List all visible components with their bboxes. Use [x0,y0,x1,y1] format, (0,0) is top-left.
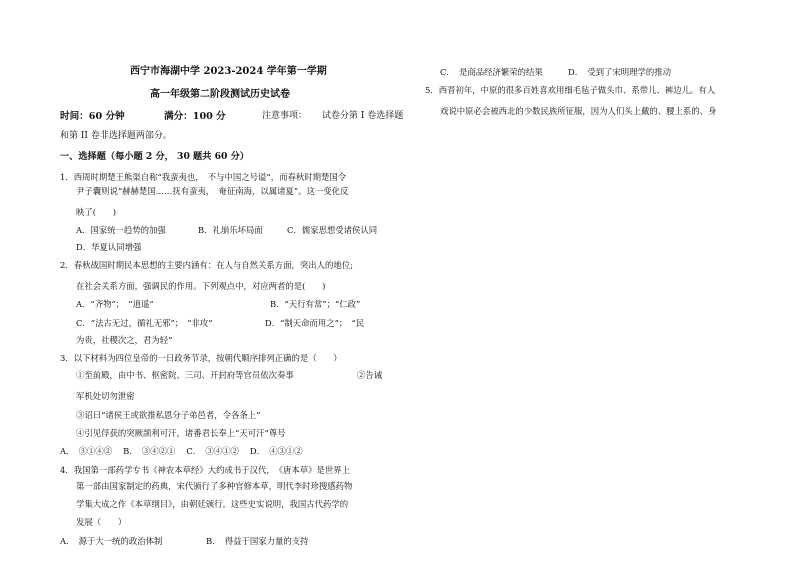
q1-line2: 尹子囊则说“赫赫楚国……抚有蛮夷， 奄征南海，以属诸夏”。这一变化反 [76,186,349,196]
exam-time: 时间：60 分钟 [60,111,125,122]
notes-label: 注意事项： [262,111,308,121]
q2-option-d: D．“制天命而用之”； “民 [265,318,365,328]
q4-option-b: B． 得益于国家力量的支持 [206,536,309,546]
q1-line1: 1．西周时期楚王熊渠自称“我蛮夷也， 不与中国之号谥”，而春秋时期楚国令 [60,172,347,182]
q3-item3: ③诏曰“诸侯王或欲推私恩分子弟邑者，令各条上” [76,410,261,420]
exam-title-line2: 高一年级第二阶段测试历史试卷 [150,89,290,100]
section-heading: 一、选择题（每小题 2 分， 30 题共 60 分） [60,151,249,162]
q2-line1: 2．春秋战国时期民本思想的主要内涵有：在人与自然关系方面，突出人的地位; [60,260,353,270]
q3-line1: 3．以下材料为四位皇帝的一日政务节录，按朝代顺序排列正确的是（ ） [60,353,342,363]
q2-option-a: A．“齐物”； “逍遥” [76,299,154,309]
q4-line2: 第一部由国家制定的药典，宋代颁行了多种官修本草，明代李时珍搜感药物 [76,481,353,491]
q4-line3: 学集大成之作《本草纲目》，由朝廷颁行。这些史实说明，我国古代药学的 [76,499,349,509]
q4-line4: 发展（ ） [76,517,127,527]
q3-item2: ②告诫 [357,370,383,380]
q4-option-d: D． 受到了宋明理学的推动 [568,67,672,77]
q4-line1: 4．我国第一部药学专书《神农本草经》大约成书于汉代， 《唐本草》是世界上 [60,465,351,475]
exam-title-line1: 西宁市海湖中学 2023-2024 学年第一学期 [130,66,327,77]
q1-option-c: C．儒家思想受诸侯认同 [287,225,378,235]
notes-text: 试卷分第 I 卷选择题 [322,111,404,121]
q3-options: A． ③①④② B． ③④②① C． ③④①② D． ④③①② [60,446,303,456]
q5-line2: 戏说中原必会被西北的少数民族所征服，因为人们头上戴的、腰上系的、身 [440,106,717,116]
q4-option-a: A． 源于大一统的政治体制 [60,536,163,546]
q4-option-c: C． 是商品经济繁荣的结果 [440,67,543,77]
q2-option-c: C．“法古无过，循礼无邪”； “非攻” [76,318,213,328]
q2-line2: 在社会关系方面，强调民的作用。下列观点中，对应两者的是( ) [76,281,326,291]
q1-option-a: A．国家统一趋势的加强 [76,225,166,235]
q1-line3: 映了( ) [76,207,117,217]
q3-item4: ④引见俘获的突厥颉利可汗，诸番君长奉上“天可汗”尊号 [76,428,286,438]
q1-option-d: D．华夏认同增强 [76,242,142,252]
q2-option-b: B．“天行有常”；“仁政” [270,299,361,309]
q1-option-b: B．礼崩乐坏局面 [198,225,263,235]
q5-line1: 5．西晋初年，中原的很多百姓喜欢用细毛毡子做头巾、系带儿、裤边儿。有人 [425,85,716,95]
exam-full-score: 满分：100 分 [164,111,226,122]
notes-continuation: 和第 II 卷非选择题两部分。 [60,131,172,141]
q3-item2-cont: 军机处切勿泄密 [76,391,135,401]
q3-item1: ①至前殿，由中书、枢密院、三司、开封府等官员依次奏事 [76,370,294,380]
q2-option-d-cont: 为贵，社稷次之，君为轻” [76,335,173,345]
